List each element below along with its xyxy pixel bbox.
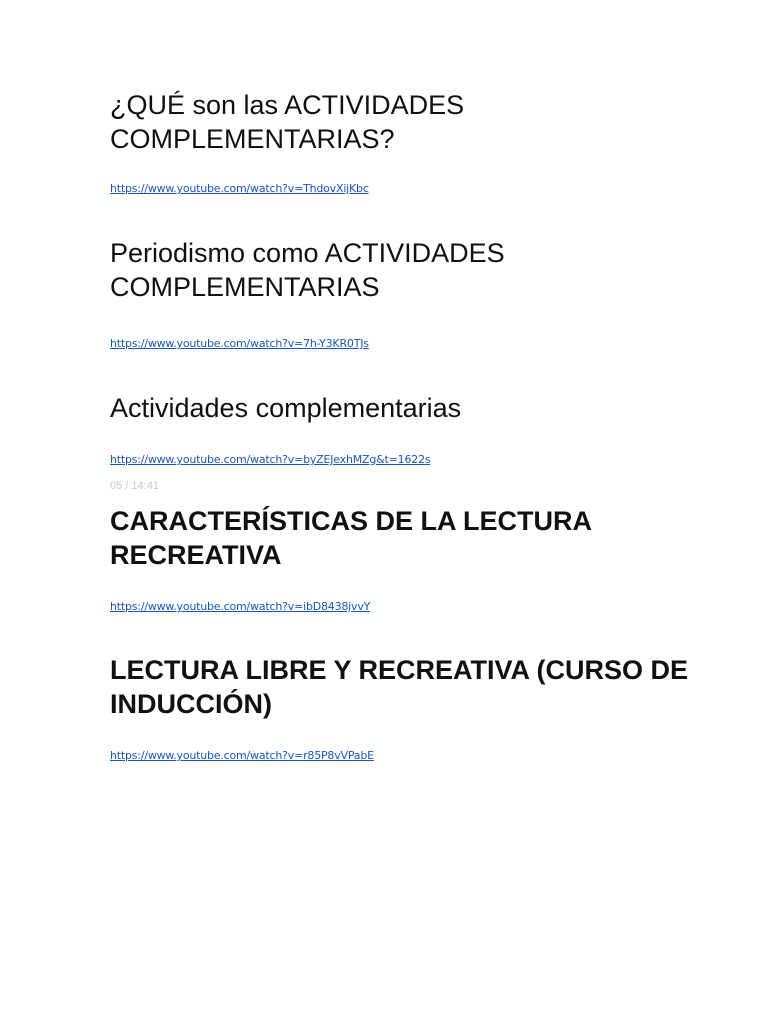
video-timestamp: 05 / 14:41 (110, 480, 159, 492)
youtube-link-que-son[interactable]: https://www.youtube.com/watch?v=ThdovXijKbc (110, 182, 369, 195)
section-heading-actividades: Actividades complementarias (110, 393, 462, 423)
youtube-link-actividades[interactable]: https://www.youtube.com/watch?v=byZEJexhMZg&t=1622s (110, 453, 431, 466)
section-heading-que-son: ¿QUÉ son las ACTIVIDADES COMPLEMENTARIAS? (110, 90, 465, 154)
section-heading-caracteristicas: CARACTERÍSTICAS DE LA LECTURA RECREATIVA (110, 506, 591, 570)
youtube-link-lectura-libre[interactable]: https://www.youtube.com/watch?v=r85P8vVPabE (110, 749, 374, 762)
section-heading-lectura-libre: LECTURA LIBRE Y RECREATIVA (CURSO DE INDUCCIÓN) (110, 655, 689, 719)
youtube-link-periodismo[interactable]: https://www.youtube.com/watch?v=7h-Y3KR0TJs (110, 337, 369, 350)
section-heading-periodismo: Periodismo como ACTIVIDADES COMPLEMENTARIAS (110, 238, 505, 302)
youtube-link-caracteristicas[interactable]: https://www.youtube.com/watch?v=ibD8438jvvY (110, 600, 371, 613)
